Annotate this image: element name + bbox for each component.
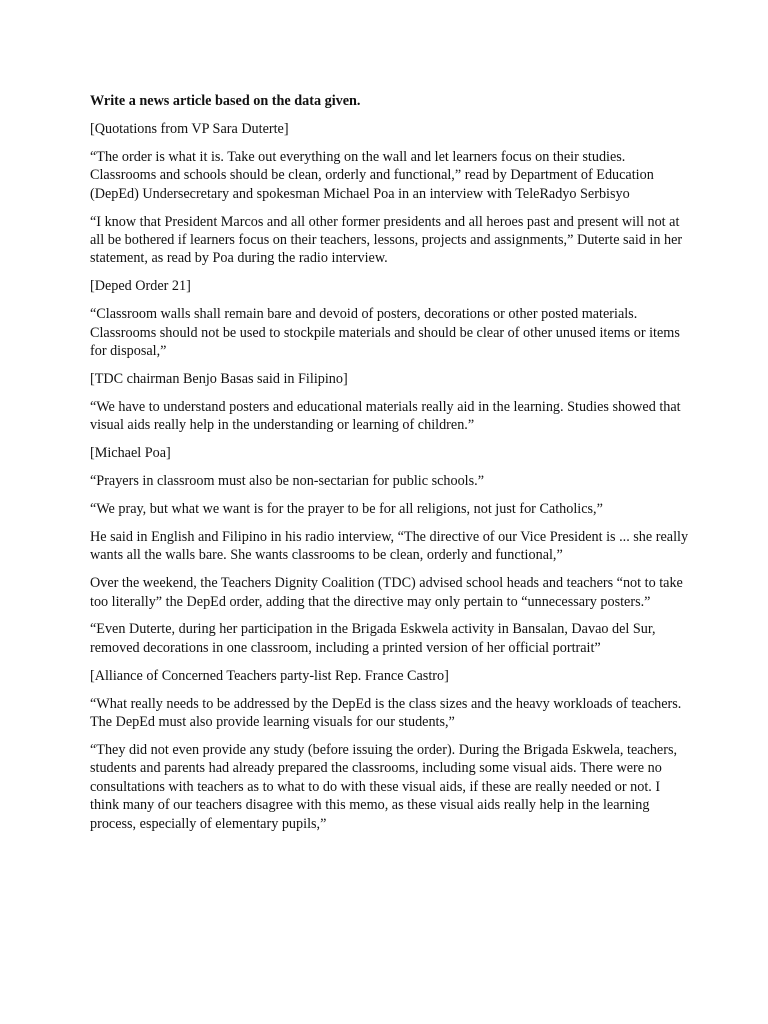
section-label-deped-order: [Deped Order 21] xyxy=(90,278,191,295)
section-label-act-castro: [Alliance of Concerned Teachers party-list Rep. France Castro] xyxy=(90,667,449,684)
paragraph-quote: “We have to understand posters and educational materials really aid in the learning. Studies showed that visual aids really help in the understanding or learning of children.” xyxy=(90,398,681,434)
paragraph-quote: “The order is what it is. Take out everything on the wall and let learners focus on their studies. Classrooms and schools should be clean, orderly and functional,” read by Department of Education (DepEd) Undersecretary and spokesman Michael Poa in an interview with TeleRadyo Serbisyo xyxy=(90,148,654,202)
section-label-michael-poa: [Michael Poa] xyxy=(90,445,171,462)
section-label-duterte-quotes: [Quotations from VP Sara Duterte] xyxy=(90,120,289,137)
section-label-tdc-chairman: [TDC chairman Benjo Basas said in Filipino] xyxy=(90,370,348,387)
paragraph-text: He said in English and Filipino in his radio interview, “The directive of our Vice President is ... she really wants all the walls bare. She wants classrooms to be clean, orderly and functional,” xyxy=(90,528,689,564)
paragraph-quote: “I know that President Marcos and all other former presidents and all heroes past and present will not at all be bothered if learners focus on their teachers, lessons, projects and assignments,” Duterte said in her statement, as read by Poa during the radio interview. xyxy=(90,213,683,267)
paragraph-quote: “Even Duterte, during her participation in the Brigada Eskwela activity in Bansalan, Davao del Sur, removed decorations in one classroom, including a printed version of her official portrait” xyxy=(90,621,656,656)
paragraph-quote: “They did not even provide any study (before issuing the order). During the Brigada Eskwela, teachers, students and parents had already prepared the classrooms, including some visual aids. There were no consultations with teachers as to what to do with these visual aids, if these are really needed or not. I think many of our teachers disagree with this memo, as these visual aids really help in the learning process, especially of elementary pupils,” xyxy=(90,741,678,832)
paragraph-quote: “Classroom walls shall remain bare and devoid of posters, decorations or other posted materials. Classrooms should not be used to stockpile materials and should be clear of other unused items or items for disposal,” xyxy=(90,306,680,359)
paragraph-text: Over the weekend, the Teachers Dignity Coalition (TDC) advised school heads and teachers “not to take too literally” the DepEd order, adding that the directive may only pertain to “unnecessary posters.” xyxy=(90,575,683,610)
paragraph-quote: “Prayers in classroom must also be non-sectarian for public schools.” xyxy=(90,473,484,489)
paragraph-quote: “What really needs to be addressed by the DepEd is the class sizes and the heavy workloads of teachers. The DepEd must also provide learning visuals for our students,” xyxy=(90,695,682,731)
paragraph-quote: “We pray, but what we want is for the prayer to be for all religions, not just for Catholics,” xyxy=(90,500,603,517)
document-page xyxy=(90,92,690,843)
document-title: Write a news article based on the data given. xyxy=(90,93,361,109)
